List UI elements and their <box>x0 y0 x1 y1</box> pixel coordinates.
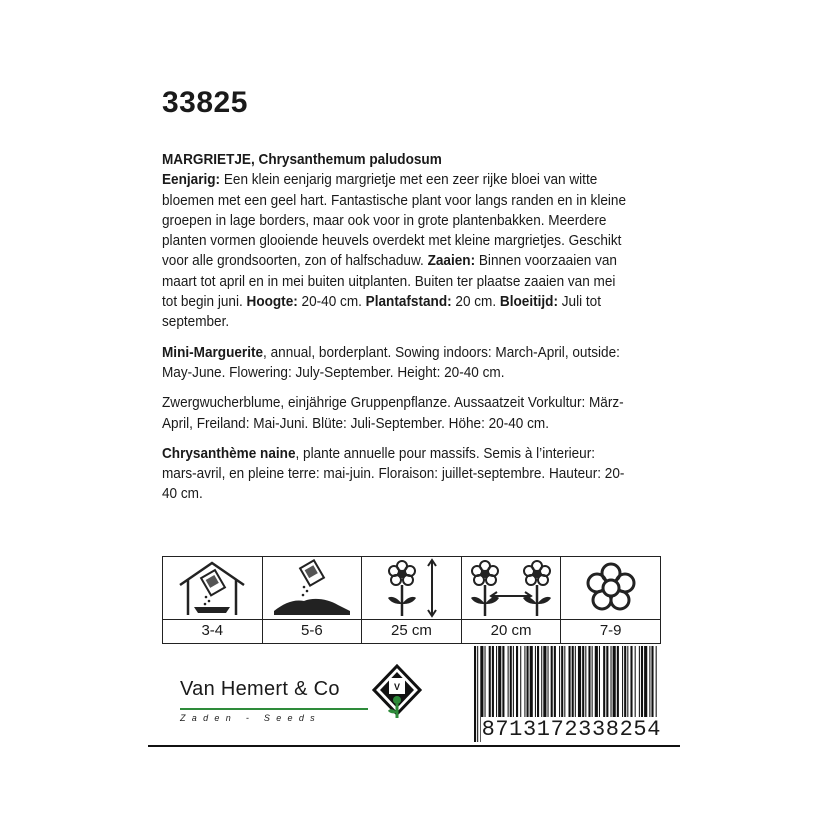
plant-height-label: 25 cm <box>391 622 432 639</box>
plant-spacing-cell <box>462 557 562 643</box>
french-paragraph <box>162 444 632 505</box>
outdoor-sowing-icon <box>263 557 362 620</box>
en-text: , annual, borderplant. Sowing indoors: March-April, outside: May-June. Flowering: July-September. Height: 20-40 cm. <box>162 344 620 381</box>
brand-logo <box>180 678 368 723</box>
nl-text-height: 20-40 cm. <box>297 294 366 311</box>
plant-spacing-icon <box>462 557 561 620</box>
description-text <box>162 150 632 515</box>
barcode-number <box>466 717 662 742</box>
nl-text-spacing: 20 cm. <box>451 294 500 311</box>
flowering-cell <box>561 557 660 643</box>
brand-name: Van Hemert & Co <box>180 678 340 700</box>
brand-tagline: Zaden - Seeds <box>180 713 321 723</box>
indoor-sowing-cell <box>163 557 263 643</box>
nl-text-flowering: Juli tot september. <box>162 294 601 331</box>
svg-text:V: V <box>393 682 401 692</box>
outdoor-sowing-label: 5-6 <box>301 622 323 639</box>
bottom-rule <box>148 745 680 747</box>
nl-label-sowing: Zaaien: <box>427 253 476 270</box>
dutch-paragraph <box>162 150 632 333</box>
product-title: MARGRIETJE, Chrysanthemum paludosum <box>162 152 442 168</box>
flowering-icon <box>561 557 660 620</box>
plant-height-cell <box>362 557 462 643</box>
nl-text-sowing: Binnen voorzaaien van maart tot april en in mei buiten uitplanten. Buiten ter plaatse zaaien van mei tot begin juni. <box>162 253 617 311</box>
barcode-digits: 8713172338254 <box>481 717 661 742</box>
nl-label-annual: Eenjarig: <box>162 172 221 189</box>
english-paragraph <box>162 343 632 384</box>
flowering-label: 7-9 <box>599 622 622 639</box>
plant-spacing-label: 20 cm <box>490 622 532 639</box>
indoor-sowing-icon <box>163 557 262 620</box>
indoor-sowing-label: 3-4 <box>201 622 224 639</box>
brand-emblem-icon <box>372 664 422 725</box>
article-number: 33825 <box>162 86 248 119</box>
outdoor-sowing-cell <box>263 557 363 643</box>
german-paragraph: Zwergwucherblume, einjährige Gruppenpflanze. Aussaatzeit Vorkultur: März-April, Freiland: Mai-Juni. Blüte: Juli-September. Höhe: 20-40 cm. <box>162 395 624 432</box>
fr-label: Chrysanthème naine <box>162 445 296 462</box>
nl-label-height: Hoogte: <box>246 294 298 311</box>
fr-text: , plante annuelle pour massifs. Semis à l’interieur: mars-avril, en pleine terre: mai-juin. Floraison: juillet-septembre. Hauteur: 20-40 cm. <box>162 445 625 503</box>
en-label: Mini-Marguerite <box>162 344 264 361</box>
nl-label-spacing: Plantafstand: <box>365 294 452 311</box>
nl-text-annual: Een klein eenjarig margrietje met een zeer rijke bloei van witte bloemen met een geel hart. Fantastische plant voor langs randen en in kleine groepen in lage borders, maar ook voor in grote plantenbakken. Meerdere planten vormen glooiende heuvels overdekt met kleine margrietjes. Geschikt voor alle grondsoorten, zon of halfschaduw. <box>162 172 627 270</box>
nl-label-flowering: Bloeitijd: <box>499 294 558 311</box>
plant-height-icon <box>362 557 461 620</box>
brand-underline <box>180 708 368 710</box>
sowing-info-table <box>162 556 661 644</box>
